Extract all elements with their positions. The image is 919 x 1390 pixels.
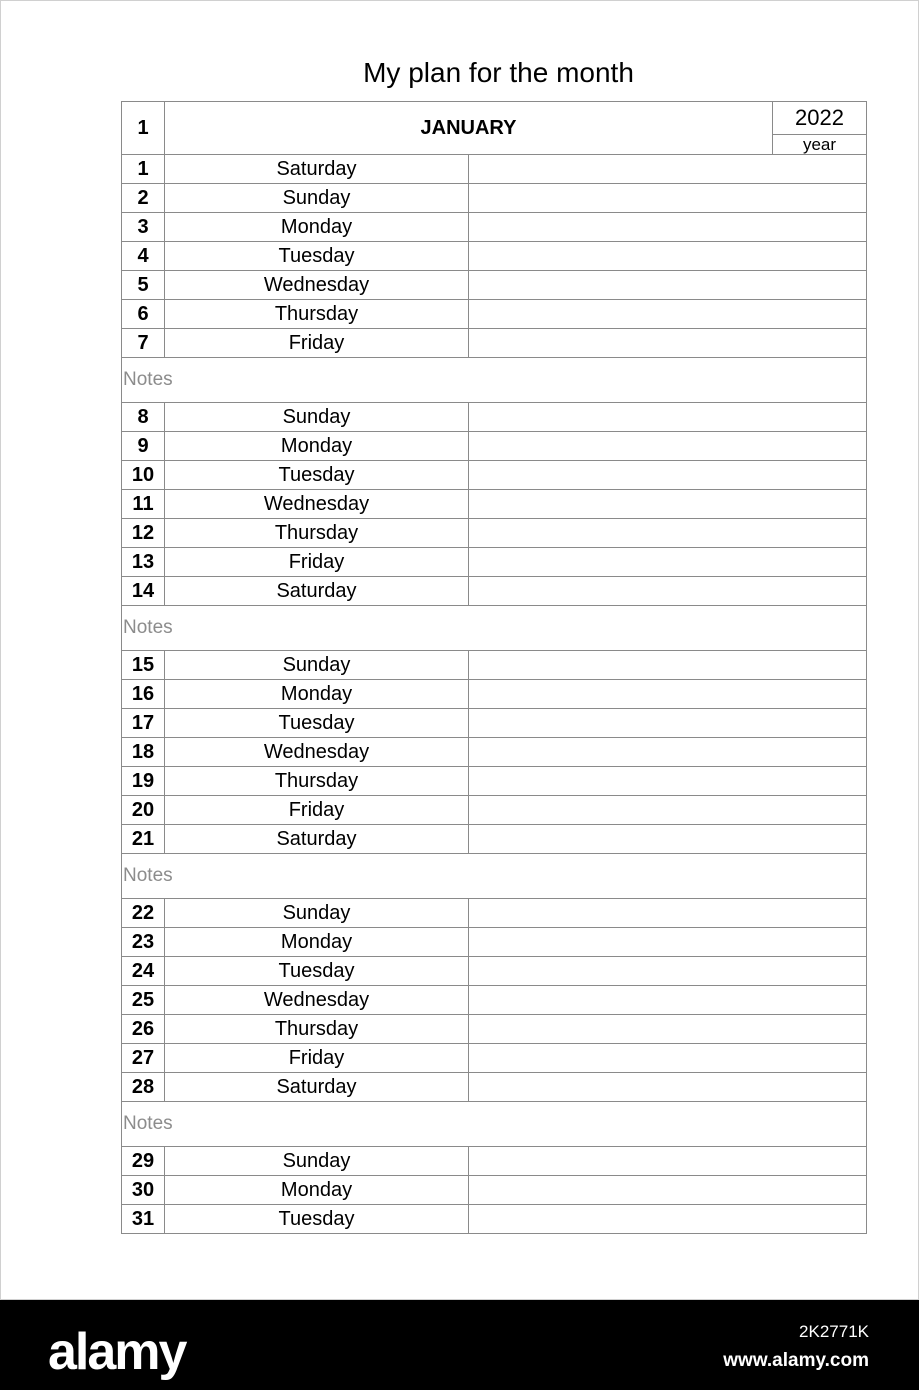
day-number: 17 [122,709,165,738]
day-row [122,548,867,577]
day-number: 10 [122,461,165,490]
day-row [122,432,867,461]
day-name: Friday [165,796,469,825]
day-number: 4 [122,242,165,271]
day-name: Saturday [165,1073,469,1102]
day-row [122,242,867,271]
day-name: Sunday [165,184,469,213]
plan-entry-field[interactable] [469,1205,867,1234]
day-row [122,490,867,519]
plan-entry-field[interactable] [469,738,867,767]
day-name: Saturday [165,825,469,854]
day-number: 22 [122,899,165,928]
notes-label[interactable]: Notes [122,854,867,899]
day-row [122,1073,867,1102]
day-name: Wednesday [165,986,469,1015]
plan-entry-field[interactable] [469,767,867,796]
plan-entry-field[interactable] [469,986,867,1015]
day-number: 24 [122,957,165,986]
notes-row [122,606,867,651]
plan-entry-field[interactable] [469,1147,867,1176]
plan-entry-field[interactable] [469,213,867,242]
day-number: 11 [122,490,165,519]
plan-entry-field[interactable] [469,548,867,577]
day-row [122,709,867,738]
day-row [122,899,867,928]
day-number: 7 [122,329,165,358]
day-row [122,825,867,854]
plan-entry-field[interactable] [469,461,867,490]
plan-entry-field[interactable] [469,155,867,184]
notes-label[interactable]: Notes [122,1102,867,1147]
day-name: Thursday [165,1015,469,1044]
day-number: 12 [122,519,165,548]
day-number: 30 [122,1176,165,1205]
day-row [122,796,867,825]
day-name: Tuesday [165,1205,469,1234]
day-row [122,577,867,606]
watermark-footer [0,1300,919,1390]
day-number: 8 [122,403,165,432]
day-name: Monday [165,928,469,957]
month-header-row [122,102,867,155]
day-row [122,461,867,490]
day-name: Tuesday [165,242,469,271]
page-title: My plan for the month [363,57,634,88]
day-row [122,403,867,432]
notes-row [122,358,867,403]
day-row [122,184,867,213]
plan-entry-field[interactable] [469,825,867,854]
day-number: 28 [122,1073,165,1102]
plan-entry-field[interactable] [469,432,867,461]
day-row [122,1044,867,1073]
plan-entry-field[interactable] [469,709,867,738]
day-number: 14 [122,577,165,606]
day-number: 27 [122,1044,165,1073]
day-row [122,651,867,680]
day-name: Thursday [165,767,469,796]
day-number: 19 [122,767,165,796]
day-row [122,1147,867,1176]
plan-entry-field[interactable] [469,1015,867,1044]
day-number: 6 [122,300,165,329]
day-name: Thursday [165,300,469,329]
plan-entry-field[interactable] [469,899,867,928]
day-number: 16 [122,680,165,709]
plan-entry-field[interactable] [469,271,867,300]
year-cell [773,102,867,155]
alamy-logo: alamy [48,1323,186,1381]
day-number: 31 [122,1205,165,1234]
plan-entry-field[interactable] [469,577,867,606]
plan-entry-field[interactable] [469,329,867,358]
day-row [122,767,867,796]
day-row [122,271,867,300]
plan-entry-field[interactable] [469,1176,867,1205]
day-number: 26 [122,1015,165,1044]
day-name: Monday [165,680,469,709]
day-name: Monday [165,432,469,461]
day-number: 21 [122,825,165,854]
plan-entry-field[interactable] [469,300,867,329]
plan-entry-field[interactable] [469,519,867,548]
day-name: Tuesday [165,709,469,738]
day-name: Monday [165,213,469,242]
day-number: 13 [122,548,165,577]
plan-entry-field[interactable] [469,957,867,986]
day-number: 25 [122,986,165,1015]
day-row [122,1015,867,1044]
day-number: 2 [122,184,165,213]
day-name: Tuesday [165,461,469,490]
month-name: JANUARY [165,102,773,155]
day-name: Monday [165,1176,469,1205]
day-number: 1 [122,155,165,184]
day-name: Tuesday [165,957,469,986]
day-row [122,155,867,184]
day-name: Saturday [165,155,469,184]
day-row [122,300,867,329]
image-id: 2K2771K [799,1322,869,1341]
day-name: Friday [165,548,469,577]
plan-entry-field[interactable] [469,403,867,432]
day-row [122,213,867,242]
day-row [122,519,867,548]
day-row [122,680,867,709]
day-row [122,986,867,1015]
day-row [122,957,867,986]
day-name: Thursday [165,519,469,548]
site-url: www.alamy.com [723,1350,869,1371]
month-planner-table [121,101,867,1234]
day-number: 29 [122,1147,165,1176]
day-name: Sunday [165,899,469,928]
plan-entry-field[interactable] [469,490,867,519]
day-row [122,738,867,767]
year-label: year [802,135,837,154]
day-name: Friday [165,329,469,358]
day-number: 15 [122,651,165,680]
day-name: Wednesday [165,738,469,767]
plan-entry-field[interactable] [469,651,867,680]
notes-label[interactable]: Notes [122,606,867,651]
plan-entry-field[interactable] [469,242,867,271]
year-value: 2022 [773,102,866,135]
day-name: Friday [165,1044,469,1073]
plan-entry-field[interactable] [469,796,867,825]
plan-entry-field[interactable] [469,928,867,957]
day-number: 9 [122,432,165,461]
day-name: Sunday [165,403,469,432]
plan-entry-field[interactable] [469,680,867,709]
day-number: 5 [122,271,165,300]
notes-row [122,1102,867,1147]
day-row [122,1176,867,1205]
day-name: Sunday [165,651,469,680]
day-number: 23 [122,928,165,957]
day-name: Saturday [165,577,469,606]
notes-row [122,854,867,899]
day-number: 18 [122,738,165,767]
day-name: Sunday [165,1147,469,1176]
plan-entry-field[interactable] [469,184,867,213]
plan-entry-field[interactable] [469,1044,867,1073]
day-row [122,1205,867,1234]
day-row [122,928,867,957]
month-number: 1 [122,102,165,155]
notes-label[interactable]: Notes [122,358,867,403]
day-name: Wednesday [165,271,469,300]
day-row [122,329,867,358]
plan-entry-field[interactable] [469,1073,867,1102]
day-number: 3 [122,213,165,242]
day-name: Wednesday [165,490,469,519]
day-number: 20 [122,796,165,825]
